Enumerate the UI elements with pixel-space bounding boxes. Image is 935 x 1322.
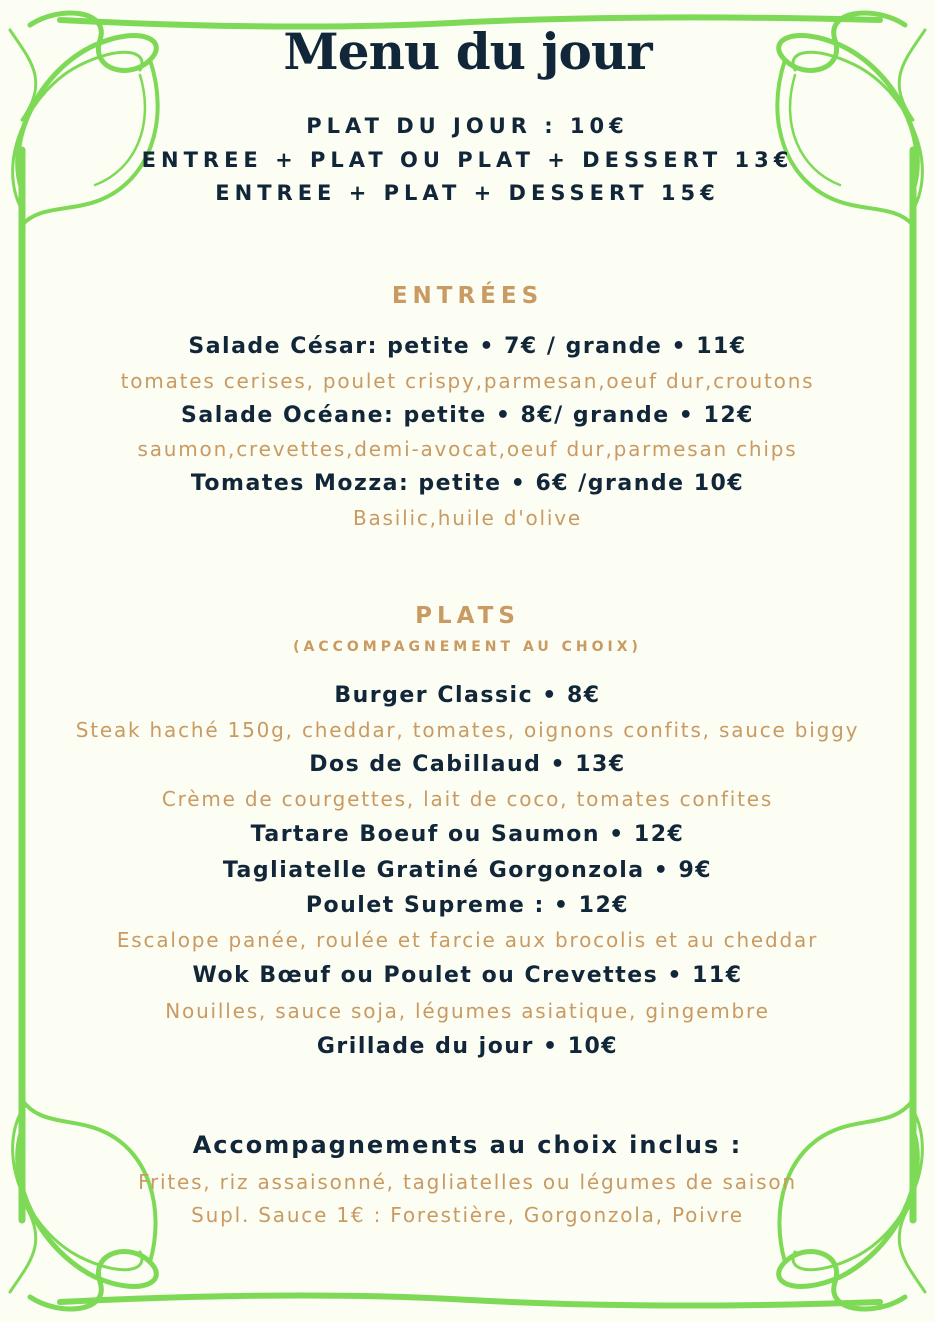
dish-description: tomates cerises, poulet crispy,parmesan,oeuf dur,croutons: [120, 369, 815, 393]
dish-name: Tartare Boeuf ou Saumon • 12€: [250, 822, 685, 847]
dish-name: Grillade du jour • 10€: [316, 1034, 619, 1059]
dish-name: Poulet Supreme : • 12€: [305, 893, 630, 918]
dish-description: Basilic,huile d'olive: [352, 506, 583, 530]
dish-name: Burger Classic • 8€: [334, 683, 601, 708]
dish-name: Tomates Mozza: petite • 6€ /grande 10€: [190, 471, 745, 496]
section-heading-plats: PLATS: [415, 603, 520, 629]
dish-name: Dos de Cabillaud • 13€: [309, 752, 626, 777]
accompagnements-line: Supl. Sauce 1€ : Forestière, Gorgonzola, Poivre: [191, 1203, 744, 1227]
formula-entree-plat-ou-plat-dessert: ENTREE + PLAT OU PLAT + DESSERT 13€: [141, 148, 794, 172]
section-subheading-plats: (ACCOMPAGNEMENT AU CHOIX): [293, 639, 642, 655]
dish-description: Escalope panée, roulée et farcie aux brocolis et au cheddar: [116, 928, 819, 952]
dish-description: saumon,crevettes,demi-avocat,oeuf dur,parmesan chips: [137, 437, 798, 461]
dish-description: Nouilles, sauce soja, légumes asiatique, gingembre: [165, 999, 770, 1023]
accompagnements-heading: Accompagnements au choix inclus :: [192, 1131, 743, 1159]
dish-name: Salade Océane: petite • 8€/ grande • 12€: [181, 403, 754, 428]
menu-title: Menu du jour: [283, 22, 652, 81]
dish-description: Crème de courgettes, lait de coco, tomates confites: [161, 787, 774, 811]
section-heading-entrees: ENTRÉES: [391, 283, 544, 309]
dish-name: Salade César: petite • 7€ / grande • 11€: [188, 334, 747, 359]
dish-name: Tagliatelle Gratiné Gorgonzola • 9€: [222, 858, 713, 883]
formula-entree-plat-dessert: ENTREE + PLAT + DESSERT 15€: [215, 181, 720, 205]
dish-description: Steak haché 150g, cheddar, tomates, oignons confits, sauce biggy: [75, 718, 860, 742]
dish-name: Wok Bœuf ou Poulet ou Crevettes • 11€: [192, 963, 743, 988]
accompagnements-line: Frites, riz assaisonné, tagliatelles ou légumes de saison: [138, 1170, 797, 1194]
formula-plat-du-jour: PLAT DU JOUR : 10€: [306, 114, 629, 138]
